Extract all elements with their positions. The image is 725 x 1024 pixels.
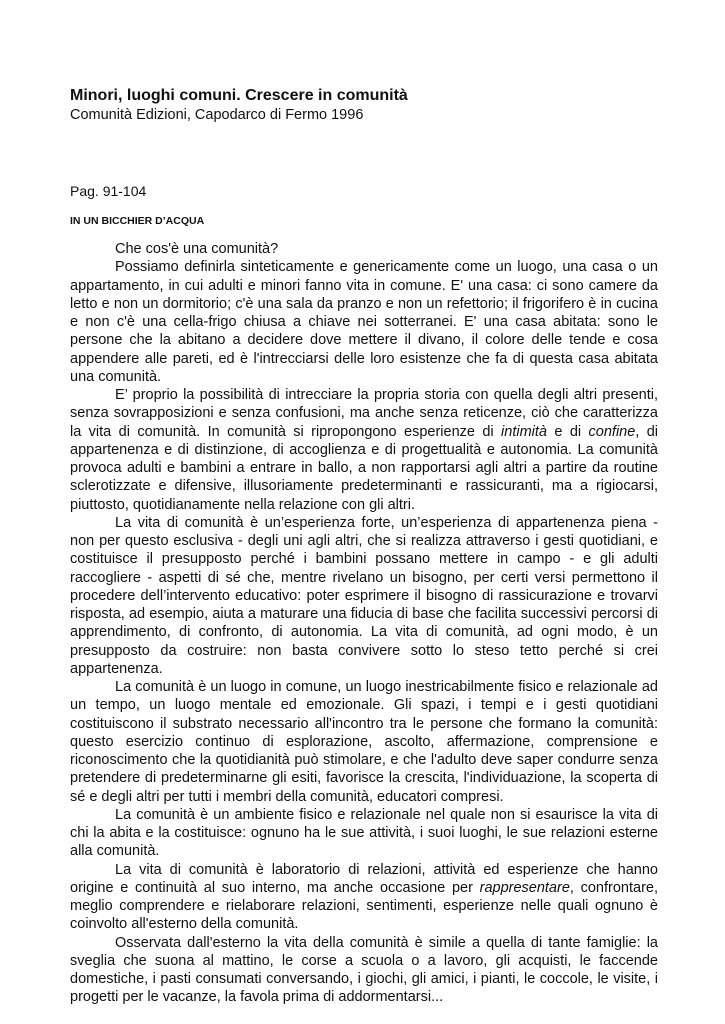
document-subtitle: Comunità Edizioni, Capodarco di Fermo 1996 <box>70 107 364 123</box>
paragraph-4: La comunità è un luogo in comune, un luogo inestricabilmente fisico e relazionale ad un tempo, un luogo mentale ed emozionale. Gli spazi, i tempi e i gesti quotidiani costituiscono il substrato necessario all'incontro tra le persone che formano la comunità: questo esercizio continuo di esplorazione, ascolto, affermazione, comprensione e riconoscimento che la quotidianità può stimolare, e che l'adulto deve saper condurre senza pretendere di predeterminarne gli esiti, favorisce la crescita, l'individuazione, la scoperta di sé e degli altri per tutti i membri della comunità, educatori compresi. <box>70 679 658 805</box>
paragraph-2-part-c: , di appartenenza e di distinzione, di accoglienza e di progettualità e autonomia. La comunità provoca adulti e bambini a entrare in ballo, a non rapportarsi agli altri a partire da routine sclerotizzate e difensive, illusoriamente predeterminanti e rassicuranti, ma a rigiocarsi, piuttosto, quotidianamente nella relazione con gli altri. <box>70 423 659 513</box>
document-body <box>70 240 658 1007</box>
paragraph-2-italic-1: intimità <box>501 423 547 440</box>
paragraph-6-part-a: La vita di comunità è laboratorio di relazioni, attività ed esperienze che hanno origine e continuità al suo interno, ma anche occasione per <box>70 861 658 896</box>
paragraph-6-part-b: , confrontare, meglio comprendere e rielaborare relazioni, sentimenti, esperienze nelle quali ognuno è coinvolto all'esterno della comunità. <box>70 879 658 933</box>
opening-question: Che cos'è una comunità? <box>115 241 279 257</box>
paragraph-7: Osservata dall'esterno la vita della comunità è simile a quella di tante famiglie: la sveglia che suona al mattino, le corse a scuola o a lavoro, gli acquisti, le faccende domestiche, i pasti consumati conversando, i giochi, gli amici, i pianti, le coccole, le visite, i progetti per le vacanze, la favola prima di addormentarsi... <box>70 934 658 1006</box>
section-heading: IN UN BICCHIER D’ACQUA <box>70 215 205 227</box>
paragraph-3: La vita di comunità è un’esperienza forte, un’esperienza di appartenenza piena - non per questo esclusiva - degli uni agli altri, che si realizza attraverso i gesti quotidiani, e costituisce il presupposto perché i bambini possano mettere in campo - e gli adulti raccogliere - aspetti di sé che, mentre rivelano un bisogno, per certi versi permettono il procedere dell’intervento educativo: poter esprimere il bisogno di rassicurazione e trovarvi risposta, ad esempio, aiuta a maturare una fiducia di base che facilita successivi percorsi di apprendimento, di confronto, di autonomia. La vita di comunità, ad ogni modo, è un presupposto da costruire: non basta convivere sotto lo steso tetto perché si crei appartenenza. <box>70 514 658 677</box>
document-page <box>70 86 658 1007</box>
paragraph-2-part-b: e di <box>546 423 589 440</box>
paragraph-2-italic-2: confine <box>588 423 636 440</box>
paragraph-6 <box>70 861 658 934</box>
paragraph-5: La comunità è un ambiente fisico e relazionale nel quale non si esaurisce la vita di chi la abita e la costituisce: ognuno ha le sue attività, i suoi luoghi, le sue relazioni esterne alla comunità. <box>70 806 658 860</box>
paragraph-6-italic: rappresentare <box>479 879 570 896</box>
paragraph-2-part-a: E’ proprio la possibilità di intrecciare la propria storia con quella degli altri presenti, senza sovrapposizioni e senza confusioni, ma anche senza reticenze, ciò che caratterizza la vita di comunità. In comunità si ripropongono esperienze di <box>70 387 658 440</box>
paragraph-2 <box>70 386 658 514</box>
paragraph-1: Possiamo definirla sinteticamente e genericamente come un luogo, una casa o un appartamento, in cui adulti e minori fanno vita in comune. E' una casa: ci sono camere da letto e non un dormitorio; c'è una sala da pranzo e non un refettorio; il frigorifero è in cucina e non c'è una cella-frigo chiusa a chiave nei sotterranei. E' una casa abitata: sono le persone che la abitano a decidere dove mettere il divano, il colore delle tende e cosa appendere alle pareti, ed è l'intrecciarsi delle loro esistenze che fa di questa casa abitata una comunità. <box>70 259 658 385</box>
page-range: Pag. 91-104 <box>70 183 147 199</box>
document-title: Minori, luoghi comuni. Crescere in comunità <box>70 87 408 104</box>
